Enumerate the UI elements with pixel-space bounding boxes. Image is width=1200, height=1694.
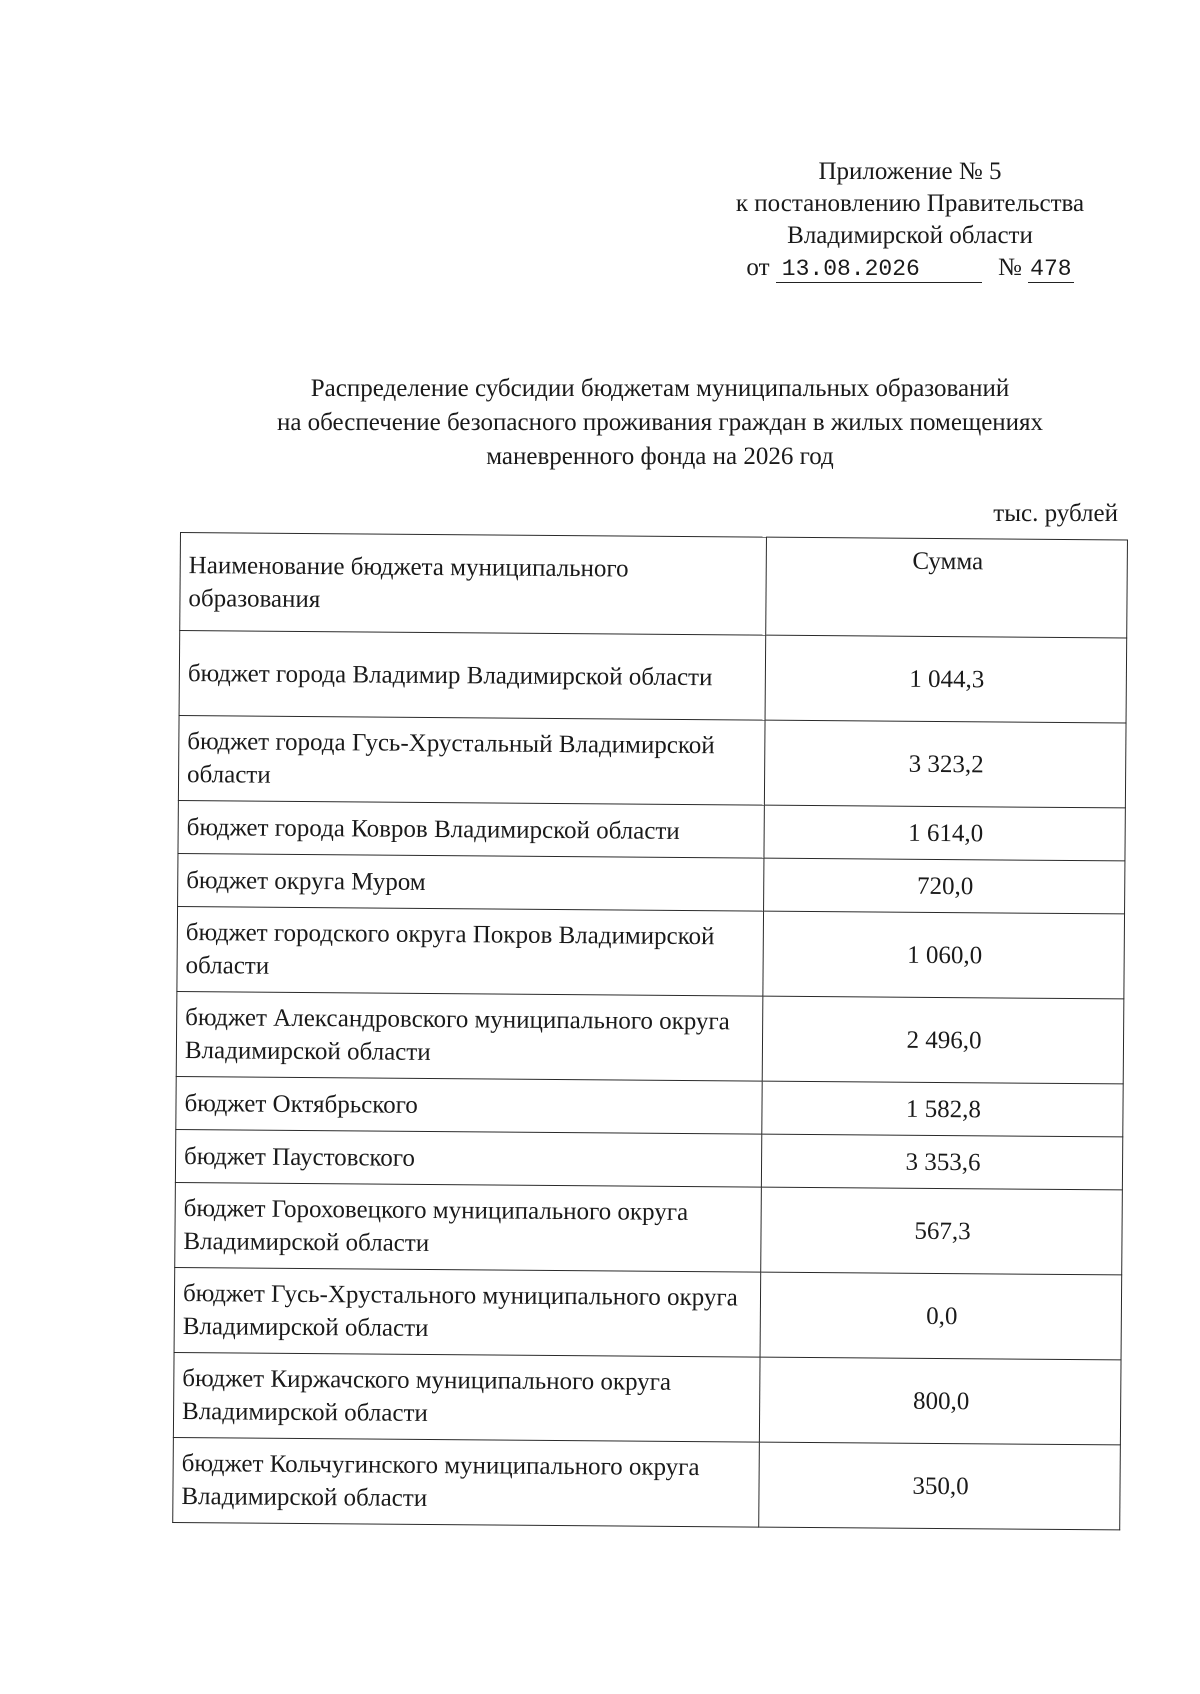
budget-sum-cell: 800,0 xyxy=(759,1357,1121,1445)
date-prefix: от xyxy=(746,254,770,281)
header-sum-cell: Сумма xyxy=(766,537,1128,638)
budget-name-cell: бюджет Александровского муниципального округа Владимирской области xyxy=(176,991,763,1081)
table-row xyxy=(178,715,1126,807)
document-header xyxy=(680,156,1140,284)
budget-sum-cell: 720,0 xyxy=(764,858,1125,914)
number-prefix: № xyxy=(998,254,1022,281)
title-line-3: маневренного фонда на 2026 год xyxy=(486,443,834,470)
table-row xyxy=(178,800,1125,860)
table-row xyxy=(176,1076,1123,1136)
budget-name-cell: бюджет округа Муром xyxy=(178,853,764,911)
subsidy-table xyxy=(172,532,1128,1530)
resolution-date: 13.08.2026 xyxy=(776,256,982,283)
title-line-1: Распределение субсидии бюджетам муниципальных образований xyxy=(310,375,1010,402)
budget-sum-cell: 3 323,2 xyxy=(764,720,1126,808)
appendix-label: Приложение № 5 xyxy=(818,158,1002,185)
document-title xyxy=(200,372,1120,474)
table-row xyxy=(177,906,1125,998)
table-row xyxy=(176,991,1124,1083)
table-row xyxy=(173,1352,1121,1444)
budget-sum-cell: 3 353,6 xyxy=(761,1134,1122,1190)
table-row xyxy=(179,631,1127,723)
budget-sum-cell: 0,0 xyxy=(760,1272,1122,1360)
budget-name-cell: бюджет Октябрьского xyxy=(176,1076,762,1134)
resolution-number: 478 xyxy=(1030,256,1072,282)
budget-sum-cell: 350,0 xyxy=(759,1442,1121,1530)
resolution-reference: к постановлению Правительства xyxy=(735,190,1085,217)
budget-sum-cell: 1 582,8 xyxy=(762,1081,1123,1137)
budget-name-cell: бюджет Гусь-Хрустального муниципального округа Владимирской области xyxy=(174,1267,761,1357)
title-line-2: на обеспечение безопасного проживания граждан в жилых помещениях xyxy=(276,409,1044,436)
budget-name-cell: бюджет города Гусь-Хрустальный Владимирской области xyxy=(178,715,765,805)
budget-name-cell: бюджет Кольчугинского муниципального округа Владимирской области xyxy=(173,1437,760,1527)
table-row xyxy=(173,1437,1121,1529)
table-row xyxy=(174,1267,1122,1359)
budget-name-cell: бюджет Киржачского муниципального округа Владимирской области xyxy=(173,1352,760,1442)
table-header-row xyxy=(180,533,1128,638)
budget-name-cell: бюджет городского округа Покров Владимирской области xyxy=(177,906,764,996)
budget-name-cell: бюджет Паустовского xyxy=(175,1129,761,1187)
budget-name-cell: бюджет города Владимир Владимирской области xyxy=(179,631,766,721)
table-row xyxy=(175,1182,1123,1274)
budget-sum-cell: 2 496,0 xyxy=(762,996,1124,1084)
region-name: Владимирской области xyxy=(787,222,1033,249)
budget-sum-cell: 1 044,3 xyxy=(765,635,1127,723)
budget-sum-cell: 1 614,0 xyxy=(764,805,1125,861)
budget-sum-cell: 567,3 xyxy=(761,1187,1123,1275)
header-name-cell: Наименование бюджета муниципального образования xyxy=(180,533,767,636)
budget-sum-cell: 1 060,0 xyxy=(763,911,1125,999)
date-number-line xyxy=(680,252,1140,284)
unit-label: тыс. рублей xyxy=(993,500,1118,527)
table-row xyxy=(175,1129,1122,1189)
table-row xyxy=(178,853,1125,913)
budget-name-cell: бюджет Гороховецкого муниципального округа Владимирской области xyxy=(175,1182,762,1272)
budget-name-cell: бюджет города Ковров Владимирской области xyxy=(178,800,764,858)
